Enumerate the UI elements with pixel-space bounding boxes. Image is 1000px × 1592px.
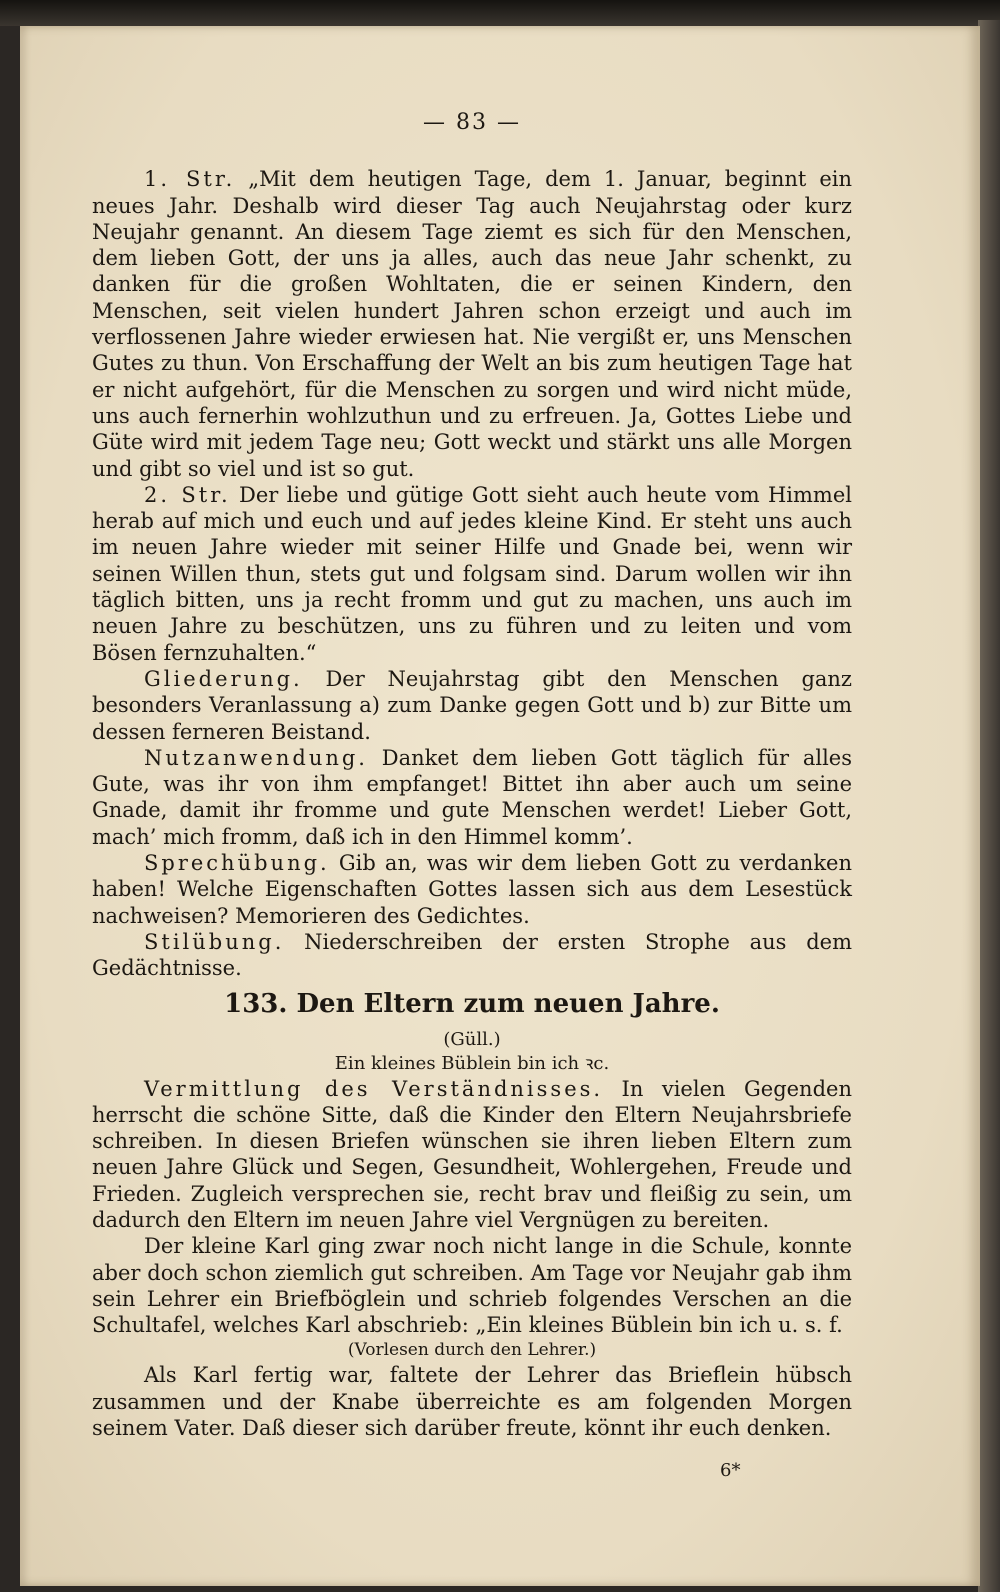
paragraph-label: Stilübung. — [144, 929, 285, 954]
paragraph — [92, 745, 852, 850]
book-top-edge — [0, 0, 1000, 26]
section-part1 — [92, 166, 852, 981]
paragraph-text: Danket dem lieben Gott täglich für alles Gute, was ihr von ihm empfanget! Bittet ihn aber auch um seine Gnade, damit ihr fromme und gute Menschen werdet! Lieber Gott, mach’ mich fromm, daß ich in den Himmel komm’. — [92, 745, 852, 849]
section-title: 133. Den Eltern zum neuen Jahre. — [224, 988, 720, 1019]
paragraph — [92, 1076, 852, 1234]
page-number: — 83 — — [423, 110, 521, 135]
paragraph-text: Niederschreiben der ersten Strophe aus dem Gedächtnisse. — [92, 929, 852, 981]
reading-note: (Vorlesen durch den Lehrer.) — [347, 1340, 597, 1361]
author-line: (Güll.) — [443, 1028, 501, 1050]
paragraph — [92, 929, 852, 982]
paragraph-label: Sprechübung. — [144, 851, 330, 876]
paragraph-label: 1. Str. — [144, 167, 236, 192]
paragraph — [92, 850, 852, 929]
section-part2 — [92, 1076, 852, 1339]
paragraph-text: Der Neujahrstag gibt den Menschen ganz besonders Veranlassung a) zum Danke gegen Gott und b) zur Bitte um dessen ferneren Beistand. — [92, 666, 852, 744]
paragraph — [92, 1233, 852, 1338]
paragraph — [92, 666, 852, 745]
paragraph-label: Nutzanwendung. — [144, 745, 368, 770]
paragraph-text: In vielen Gegenden herrscht die schöne Sitte, daß die Kinder den Eltern Neujahrsbriefe schreiben. In diesen Briefen wünschen sie ihren lieben Eltern zum neuen Jahre Glück und Segen, Gesundheit, Wohlergehen, Freude und Frieden. Zugleich versprechen sie, recht brav und fleißig zu sein, um dadurch den Eltern im neuen Jahre viel Vergnügen zu bereiten. — [92, 1076, 852, 1232]
section-part3 — [92, 1362, 852, 1441]
paragraph-text: Als Karl fertig war, faltete der Lehrer das Brieflein hübsch zusammen und der Knabe überreichte es am folgenden Morgen seinem Vater. Daß dieser sich darüber freute, könnt ihr euch denken. — [92, 1363, 852, 1441]
text-block — [92, 110, 852, 1441]
paragraph-label: Gliederung. — [144, 666, 303, 691]
paragraph-text: „Mit dem heutigen Tage, dem 1. Januar, beginnt ein neues Jahr. Deshalb wird dieser Tag auch Neujahrstag oder kurz Neujahr genannt. An diesem Tage ziemt es sich für den Menschen, dem lieben Gott, der uns ja alles, auch das neue Jahr schenkt, zu danken für die großen Wohltaten, die er seinen Kindern, den Menschen, seit vielen hundert Jahren schon erzeigt und auch im verflossenen Jahre wieder erwiesen hat. Nie vergißt er, uns Menschen Gutes zu thun. Von Erschaffung der Welt an bis zum heutigen Tage hat er nicht aufgehört, für die Menschen zu sorgen und wird nicht müde, uns auch fernerhin wohlzuthun und zu erfreuen. Ja, Gottes Liebe und Güte wird mit jedem Tage neu; Gott weckt und stärkt uns alle Morgen und gibt so viel und ist so gut. — [92, 167, 852, 481]
paragraph-text: Der liebe und gütige Gott sieht auch heute vom Himmel herab auf mich und euch und auf jedes kleine Kind. Er steht uns auch im neuen Jahre wieder mit seiner Hilfe und Gnade bei, wenn wir seinen Willen thun, stets gut und folgsam sind. Darum wollen wir ihn täglich bitten, uns ja recht fromm und gut zu machen, uns auch im neuen Jahre zu beschützen, uns zu führen und zu leiten und vom Bösen fernzuhalten.“ — [92, 482, 852, 665]
paragraph-text: Gib an, was wir dem lieben Gott zu verdanken haben! Welche Eigenschaften Gottes lassen sich aus dem Lesestück nachweisen? Memorieren des Gedichtes. — [92, 851, 852, 928]
signature-mark: 6* — [720, 1460, 741, 1481]
paragraph-label: Vermittlung des Verständnisses. — [144, 1076, 604, 1101]
paragraph — [92, 166, 852, 482]
paragraph-text: Der kleine Karl ging zwar noch nicht lange in die Schule, konnte aber doch schon ziemlich gut schreiben. Am Tage vor Neujahr gab ihm sein Lehrer ein Briefböglein und schrieb folgendes Verschen an die Schultafel, welches Karl abschrieb: „Ein kleines Büblein bin ich u. s. f. — [92, 1234, 852, 1338]
paragraph-label: 2. Str. — [144, 482, 231, 507]
paragraph — [92, 1362, 852, 1441]
book-spine — [978, 20, 1000, 1592]
paragraph — [92, 482, 852, 666]
poem-first-line: Ein kleines Büblein bin ich ꝛc. — [334, 1052, 610, 1074]
